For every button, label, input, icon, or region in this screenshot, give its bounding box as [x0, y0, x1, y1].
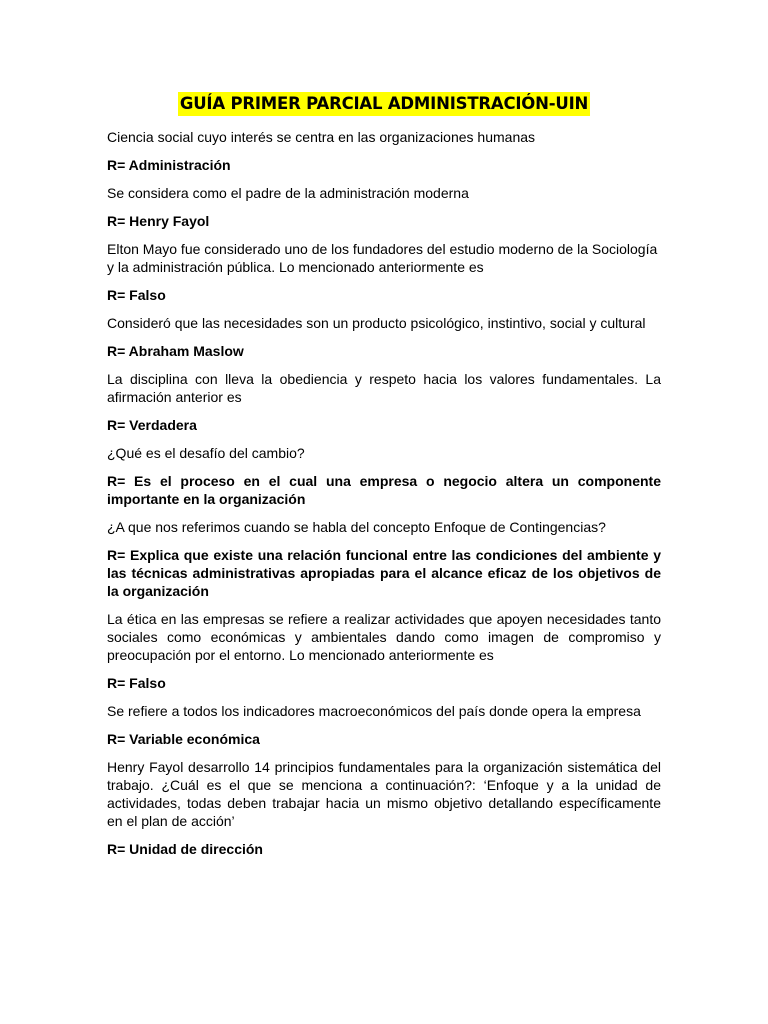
question-text: ¿A que nos referimos cuando se habla del concepto Enfoque de Contingencias?: [107, 519, 606, 535]
question-text: Se considera como el padre de la administración moderna: [107, 185, 469, 201]
question-text: La ética en las empresas se refiere a realizar actividades que apoyen necesidades tanto sociales como económicas y ambientales dando como imagen de compromiso y preocupación por el entorno. Lo mencionado anteriormente es: [107, 611, 661, 663]
question-text: Henry Fayol desarrollo 14 principios fundamentales para la organización sistemática del trabajo. ¿Cuál es el que se menciona a continuación?: ‘Enfoque y a la unidad de actividades, todas deben trabajar hacia un mismo objetivo detallando específicamente en el plan de acción’: [107, 759, 661, 829]
answer-text: R= Administración: [107, 157, 231, 173]
answer-text: R= Variable económica: [107, 731, 260, 747]
question-text: Elton Mayo fue considerado uno de los fundadores del estudio moderno de la Sociología y la administración pública. Lo mencionado anteriormente es: [107, 241, 658, 275]
answer-text: R= Explica que existe una relación funcional entre las condiciones del ambiente y las técnicas administrativas apropiadas para el alcance eficaz de los objetivos de la organización: [107, 547, 661, 599]
answer-text: R= Falso: [107, 287, 166, 303]
answer-text: R= Es el proceso en el cual una empresa o negocio altera un componente importante en la organización: [107, 473, 661, 507]
answer-text: R= Unidad de dirección: [107, 841, 263, 857]
question-text: Ciencia social cuyo interés se centra en las organizaciones humanas: [107, 129, 536, 145]
qa-list: [107, 128, 661, 868]
answer-text: R= Verdadera: [107, 417, 197, 433]
title-container: [0, 92, 768, 116]
answer-text: R= Abraham Maslow: [107, 343, 244, 359]
question-text: Consideró que las necesidades son un producto psicológico, instintivo, social y cultural: [107, 315, 646, 331]
question-text: Se refiere a todos los indicadores macroeconómicos del país donde opera la empresa: [107, 703, 641, 719]
document-title: GUÍA PRIMER PARCIAL ADMINISTRACIÓN-UIN: [178, 92, 590, 116]
question-text: ¿Qué es el desafío del cambio?: [107, 445, 305, 461]
question-text: La disciplina con lleva la obediencia y respeto hacia los valores fundamentales. La afirmación anterior es: [107, 371, 661, 405]
answer-text: R= Henry Fayol: [107, 213, 210, 229]
answer-text: R= Falso: [107, 675, 166, 691]
